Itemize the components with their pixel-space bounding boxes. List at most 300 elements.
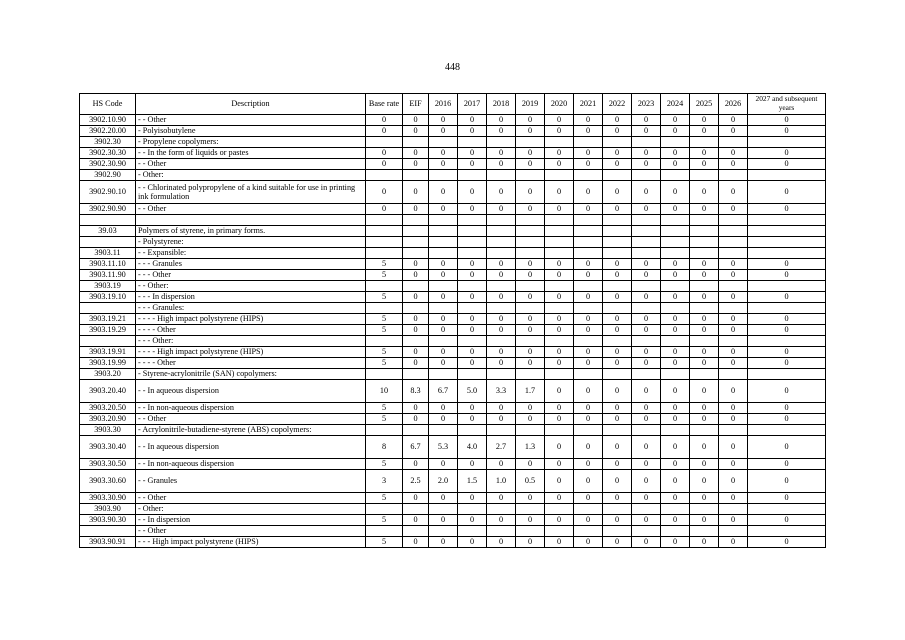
rate-cell [603,248,632,259]
rate-cell: 0 [661,159,690,170]
table-row [80,515,826,526]
rate-cell [403,137,429,148]
rate-cell: 0 [545,459,574,470]
rate-cell: 0 [690,493,719,504]
rate-cell [603,303,632,314]
rate-cell: 0 [603,204,632,215]
rate-cell: 0 [632,159,661,170]
rate-cell: 0 [403,148,429,159]
rate-cell [690,137,719,148]
rate-cell: 0 [487,204,516,215]
rate-cell [487,504,516,515]
rate-cell [516,137,545,148]
rate-cell: 0 [545,148,574,159]
rate-cell [719,237,748,248]
rate-cell: 0 [545,159,574,170]
rate-cell [661,237,690,248]
rate-cell: 0 [748,325,826,336]
rate-cell: 0 [366,115,403,126]
rate-cell [603,281,632,292]
description-cell: - - Other [136,493,366,504]
rate-cell: 0 [574,403,603,414]
column-header: 2017 [458,94,487,115]
rate-cell: 0 [719,292,748,303]
rate-cell [516,237,545,248]
rate-cell: 0 [574,493,603,504]
rate-cell: 0 [690,414,719,425]
rate-cell: 0 [516,292,545,303]
rate-cell: 0 [458,126,487,137]
rate-cell: 0 [403,115,429,126]
rate-cell: 0 [690,270,719,281]
rate-cell: 0 [603,292,632,303]
rate-cell: 0 [574,259,603,270]
rate-cell: 0 [403,493,429,504]
rate-cell: 0 [690,325,719,336]
rate-cell [516,526,545,537]
description-cell: - - - - High impact polystyrene (HIPS) [136,347,366,358]
hs-code-cell: 39.03 [80,226,136,237]
rate-cell [574,226,603,237]
rate-cell: 0 [516,403,545,414]
rate-cell: 0 [690,403,719,414]
rate-cell: 0 [632,459,661,470]
rate-cell [690,369,719,380]
rate-cell: 5 [366,515,403,526]
rate-cell: 0 [487,358,516,369]
rate-cell: 0 [458,459,487,470]
rate-cell: 0 [661,493,690,504]
rate-cell: 0 [748,259,826,270]
column-header: 2025 [690,94,719,115]
rate-cell: 3 [366,470,403,493]
rate-cell [719,215,748,226]
rate-cell: 0 [748,414,826,425]
rate-cell: 0 [458,358,487,369]
rate-cell [458,137,487,148]
table-row [80,314,826,325]
rate-cell: 0 [487,325,516,336]
rate-cell: 0 [748,148,826,159]
rate-cell: 0 [748,126,826,137]
rate-cell: 0 [458,259,487,270]
table-row [80,459,826,470]
rate-cell: 0 [429,493,458,504]
rate-cell: 0 [516,270,545,281]
rate-cell: 0 [719,515,748,526]
rate-cell: 0 [748,159,826,170]
rate-cell [545,369,574,380]
rate-cell: 5 [366,325,403,336]
rate-cell: 0 [690,436,719,459]
rate-cell: 0 [632,414,661,425]
rate-cell [603,526,632,537]
rate-cell: 0 [719,436,748,459]
rate-cell: 0 [545,115,574,126]
rate-cell: 0 [487,181,516,204]
hs-code-cell: 3902.30.30 [80,148,136,159]
rate-cell: 0 [661,414,690,425]
hs-code-cell: 3902.10.90 [80,115,136,126]
rate-cell [719,526,748,537]
rate-cell [719,170,748,181]
rate-cell [574,137,603,148]
rate-cell: 1.0 [487,470,516,493]
rate-cell: 0 [632,436,661,459]
rate-cell: 0 [487,537,516,548]
rate-cell [516,215,545,226]
rate-cell: 0 [545,325,574,336]
hs-code-cell [80,526,136,537]
rate-cell [603,226,632,237]
rate-cell: 0 [661,347,690,358]
rate-cell: 0 [545,358,574,369]
description-cell: - - Other [136,414,366,425]
rate-cell: 0 [661,204,690,215]
rate-cell [545,425,574,436]
rate-cell [429,281,458,292]
rate-cell: 0 [458,537,487,548]
rate-cell: 0 [690,204,719,215]
hs-code-cell: 3903.19 [80,281,136,292]
hs-code-cell: 3903.11.90 [80,270,136,281]
rate-cell: 0 [487,493,516,504]
rate-cell [516,248,545,259]
rate-cell [661,215,690,226]
rate-cell: 0 [458,314,487,325]
rate-cell [403,526,429,537]
rate-cell: 0 [719,115,748,126]
hs-code-cell: 3903.11.10 [80,259,136,270]
description-cell: - - - In dispersion [136,292,366,303]
rate-cell: 0 [545,436,574,459]
rate-cell [574,336,603,347]
rate-cell [545,526,574,537]
rate-cell [603,237,632,248]
rate-cell [403,237,429,248]
rate-cell: 0 [458,115,487,126]
rate-cell: 0 [516,159,545,170]
rate-cell: 0 [632,292,661,303]
hs-code-cell: 3903.19.21 [80,314,136,325]
rate-cell: 0 [661,325,690,336]
description-cell: Polymers of styrene, in primary forms. [136,226,366,237]
description-cell: - - In aqueous dispersion [136,380,366,403]
rate-cell: 0 [429,537,458,548]
rate-cell: 0 [603,380,632,403]
rate-cell [574,526,603,537]
rate-cell: 0 [603,347,632,358]
rate-cell: 0 [719,325,748,336]
rate-cell: 5.3 [429,436,458,459]
column-header: 2023 [632,94,661,115]
rate-cell [661,137,690,148]
table-row [80,369,826,380]
rate-cell: 0 [429,126,458,137]
rate-cell [429,237,458,248]
rate-cell [429,369,458,380]
rate-cell: 0 [603,459,632,470]
rate-cell: 0 [429,325,458,336]
rate-cell: 0 [574,292,603,303]
rate-cell [748,248,826,259]
table-row [80,237,826,248]
hs-code-cell: 3903.90 [80,504,136,515]
description-cell [136,215,366,226]
rate-cell [487,336,516,347]
rate-cell [429,226,458,237]
column-header: EIF [403,94,429,115]
rate-cell [403,336,429,347]
rate-cell: 0 [545,259,574,270]
rate-cell [458,281,487,292]
column-header: 2021 [574,94,603,115]
rate-cell [719,248,748,259]
rate-cell: 0 [661,380,690,403]
rate-cell [545,248,574,259]
rate-cell: 0 [632,148,661,159]
column-header: 2024 [661,94,690,115]
rate-cell [748,504,826,515]
rate-cell: 0 [487,159,516,170]
rate-cell [690,303,719,314]
hs-code-cell: 3903.19.99 [80,358,136,369]
rate-cell: 0 [632,126,661,137]
rate-cell: 0 [632,270,661,281]
rate-cell [748,336,826,347]
rate-cell: 0 [632,537,661,548]
hs-code-cell: 3903.30.60 [80,470,136,493]
rate-cell [719,137,748,148]
rate-cell: 0 [661,436,690,459]
rate-cell: 5 [366,414,403,425]
rate-cell: 0 [458,347,487,358]
rate-cell: 0 [487,414,516,425]
rate-cell: 0 [429,204,458,215]
rate-cell: 0 [574,380,603,403]
page-number: 448 [445,62,460,73]
rate-cell: 0 [632,347,661,358]
rate-cell: 5 [366,358,403,369]
column-header: 2018 [487,94,516,115]
rate-cell [603,137,632,148]
hs-code-cell [80,336,136,347]
description-cell: - - - - High impact polystyrene (HIPS) [136,314,366,325]
rate-cell [403,369,429,380]
rate-cell: 0 [403,314,429,325]
rate-cell: 0 [690,115,719,126]
rate-cell [366,369,403,380]
rate-cell: 0 [632,403,661,414]
rate-cell: 0 [748,358,826,369]
description-cell: - - - Granules: [136,303,366,314]
rate-cell: 0 [429,515,458,526]
rate-cell: 0 [748,459,826,470]
rate-cell [632,425,661,436]
rate-cell [748,281,826,292]
table-row [80,115,826,126]
rate-cell [366,215,403,226]
rate-cell [661,504,690,515]
rate-cell [403,425,429,436]
rate-cell [487,248,516,259]
hs-code-cell: 3903.90.30 [80,515,136,526]
description-cell: - - Granules [136,470,366,493]
rate-cell [748,237,826,248]
rate-cell: 0 [603,403,632,414]
rate-cell: 0 [632,380,661,403]
description-cell: - - - Other [136,270,366,281]
rate-cell: 0 [366,204,403,215]
rate-cell: 0 [719,470,748,493]
rate-cell [690,281,719,292]
rate-cell [748,137,826,148]
rate-cell [748,369,826,380]
rate-cell [690,336,719,347]
rate-cell: 0 [661,126,690,137]
hs-code-cell: 3903.30.40 [80,436,136,459]
hs-code-cell: 3903.20.90 [80,414,136,425]
table-row [80,137,826,148]
description-cell: - - Other [136,204,366,215]
hs-code-cell: 3903.19.91 [80,347,136,358]
description-cell: - Other: [136,504,366,515]
rate-cell [719,226,748,237]
rate-cell: 0 [403,515,429,526]
description-cell: - - - - Other [136,325,366,336]
rate-cell [632,526,661,537]
rate-cell: 0 [574,314,603,325]
rate-cell: 0 [690,347,719,358]
rate-cell: 0 [458,325,487,336]
rate-cell: 0 [516,537,545,548]
rate-cell: 0 [661,470,690,493]
description-cell: - - In non-aqueous dispersion [136,459,366,470]
rate-cell [719,425,748,436]
rate-cell [458,226,487,237]
rate-cell: 0 [719,159,748,170]
rate-cell: 0 [632,314,661,325]
table-row [80,470,826,493]
rate-cell: 0 [603,115,632,126]
rate-cell: 0 [403,358,429,369]
hs-code-cell: 3903.30.90 [80,493,136,504]
rate-cell: 0 [366,148,403,159]
rate-cell: 0 [545,314,574,325]
hs-code-cell: 3902.90.90 [80,204,136,215]
rate-cell: 0 [429,459,458,470]
description-cell: - - - Other: [136,336,366,347]
rate-cell: 8 [366,436,403,459]
rate-cell: 0 [403,159,429,170]
rate-cell [719,336,748,347]
rate-cell: 3.3 [487,380,516,403]
rate-cell: 0 [632,115,661,126]
description-cell: - - In non-aqueous dispersion [136,403,366,414]
rate-cell: 0 [661,292,690,303]
rate-cell [719,303,748,314]
rate-cell: 0 [516,126,545,137]
rate-cell: 0 [429,358,458,369]
rate-cell [719,504,748,515]
rate-cell [603,336,632,347]
rate-cell [632,215,661,226]
rate-cell: 0 [487,270,516,281]
rate-cell [603,369,632,380]
rate-cell: 0 [458,292,487,303]
rate-cell [516,504,545,515]
rate-cell: 0 [574,148,603,159]
rate-cell [661,248,690,259]
rate-cell: 0 [429,181,458,204]
rate-cell [690,215,719,226]
rate-cell: 0 [487,314,516,325]
column-header: Base rate [366,94,403,115]
rate-cell [458,425,487,436]
rate-cell: 2.7 [487,436,516,459]
rate-cell [748,226,826,237]
rate-cell [661,281,690,292]
rate-cell: 0 [429,347,458,358]
column-header: HS Code [80,94,136,115]
rate-cell: 0 [603,259,632,270]
rate-cell: 0 [403,204,429,215]
rate-cell: 0 [603,414,632,425]
description-cell: - Propylene copolymers: [136,137,366,148]
rate-cell [516,303,545,314]
rate-cell: 0 [429,270,458,281]
rate-cell: 0 [748,292,826,303]
rate-cell [403,303,429,314]
rate-cell [603,215,632,226]
description-cell: - - In the form of liquids or pastes [136,148,366,159]
rate-cell: 0 [487,115,516,126]
rate-cell: 0 [545,515,574,526]
rate-cell: 0 [690,259,719,270]
column-header: 2016 [429,94,458,115]
rate-cell: 0 [403,259,429,270]
rate-cell [429,526,458,537]
rate-cell: 0 [574,347,603,358]
rate-cell: 0 [661,181,690,204]
rate-cell: 6.7 [403,436,429,459]
column-header: Description [136,94,366,115]
rate-cell: 0 [403,537,429,548]
rate-cell: 0 [748,403,826,414]
rate-cell [545,226,574,237]
rate-cell: 0 [719,459,748,470]
table-row [80,504,826,515]
rate-cell [632,237,661,248]
rate-cell: 0 [403,126,429,137]
rate-cell: 0 [748,181,826,204]
rate-cell: 0 [545,403,574,414]
rate-cell [545,303,574,314]
rate-cell: 0 [661,259,690,270]
rate-cell: 0 [632,325,661,336]
rate-cell [458,369,487,380]
description-cell: - - Other [136,115,366,126]
rate-cell: 0 [487,459,516,470]
rate-cell: 0 [516,148,545,159]
rate-cell: 0 [574,159,603,170]
rate-cell: 0 [429,414,458,425]
table-row [80,204,826,215]
rate-cell: 5.0 [458,380,487,403]
rate-cell [632,137,661,148]
rate-cell: 0 [748,204,826,215]
rate-cell: 0 [429,259,458,270]
